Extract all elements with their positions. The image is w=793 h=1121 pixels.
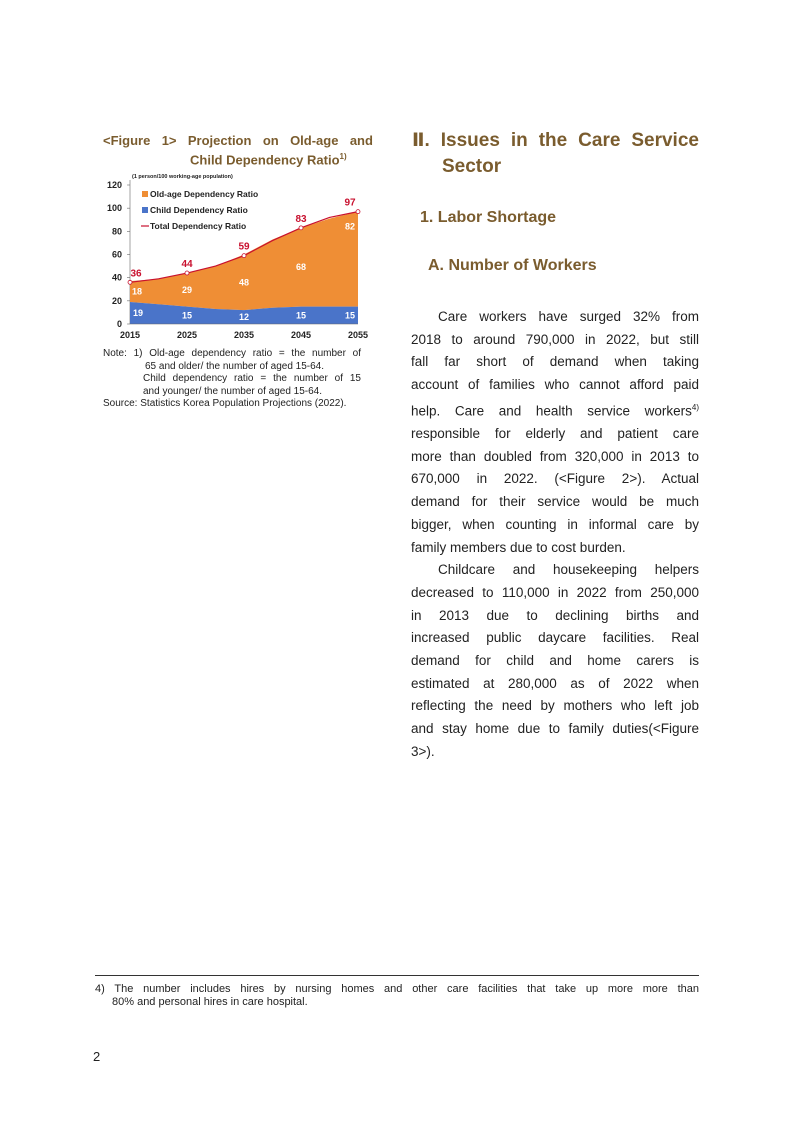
child-data-label: 15: [344, 310, 356, 321]
y-tick-label: 120: [106, 180, 122, 190]
legend-label: Total Dependency Ratio: [150, 221, 247, 231]
total-point: [128, 280, 132, 284]
total-point: [185, 271, 189, 275]
section-word: the: [538, 130, 568, 151]
section-numeral: Ⅱ.: [412, 130, 430, 151]
caption-word: on: [262, 133, 279, 148]
caption-word: and: [349, 133, 373, 148]
paragraph-1: [411, 306, 699, 559]
y-tick-label: 40: [111, 272, 122, 283]
old-age-data-label: 82: [344, 221, 356, 232]
text-line: Care workers have surged 32% from: [438, 309, 699, 324]
text-line: and stay home due to family duties(<Figure: [411, 721, 699, 737]
text-line: 2018 to around 790,000 in 2022, but still: [411, 331, 699, 347]
text-line: family members due to cost burden.: [411, 539, 626, 555]
text-line: [411, 397, 699, 423]
text-line: demand for their service would be much: [411, 494, 699, 510]
footnote-line: 4) The number includes hires by nursing homes and other care facilities that take up more more than: [95, 983, 699, 995]
legend-label: Old-age Dependency Ratio: [150, 189, 259, 199]
footnote-mark: 4): [691, 402, 699, 412]
total-data-label: 97: [344, 197, 356, 209]
total-data-label: 83: [295, 213, 307, 225]
text-line: Childcare and housekeeping helpers: [438, 562, 699, 578]
y-tick-label: 0: [116, 319, 122, 329]
section-word: Sector: [442, 156, 502, 177]
x-tick-label: 2055: [347, 330, 369, 340]
page-number: 2: [93, 1049, 101, 1064]
text-line: responsible for elderly and patient care: [411, 426, 699, 442]
child-data-label: 15: [181, 310, 193, 321]
child-data-label: 12: [238, 312, 250, 323]
note-line: Note: 1) Old-age dependency ratio = the number of: [103, 348, 361, 359]
text-line: reflecting the need by mothers who left job: [411, 698, 699, 714]
figure-notes: [103, 348, 361, 411]
footnote: [95, 983, 699, 1009]
section-word: Care: [578, 130, 621, 151]
footnote-line: 80% and personal hires in care hospital.: [112, 996, 308, 1008]
child-data-label: 15: [295, 310, 307, 321]
x-tick-label: 2025: [176, 330, 198, 340]
text-line: estimated at 280,000 as of 2022 when: [411, 675, 699, 691]
caption-footnote-mark: 1): [339, 152, 347, 161]
text-line: in 2013 due to declining births and: [411, 607, 699, 623]
note-line: 65 and older/ the number of aged 15-64.: [145, 360, 325, 372]
total-data-label: 36: [130, 268, 142, 280]
subsection-heading: 1. Labor Shortage: [420, 209, 557, 226]
subsubsection-heading: A. Number of Workers: [428, 257, 597, 274]
x-tick-label: 2045: [290, 330, 312, 340]
chart-unit-label: (1 person/100 working-age population): [132, 174, 233, 180]
legend-swatch: [142, 191, 148, 197]
old-age-data-label: 29: [181, 284, 193, 295]
caption-word: <Figure: [103, 133, 151, 148]
y-tick-label: 80: [111, 226, 122, 237]
legend-label: Child Dependency Ratio: [150, 205, 248, 215]
paragraph-2: [411, 559, 699, 763]
legend-swatch: [142, 207, 148, 213]
figure-caption: [103, 133, 373, 168]
section-word: Issues: [440, 130, 500, 151]
caption-word: Projection: [187, 133, 252, 148]
footnote-divider: [95, 975, 699, 976]
total-point: [242, 254, 246, 258]
text-line: decreased to 110,000 in 2022 from 250,000: [411, 584, 699, 600]
section-title: [412, 128, 699, 180]
total-point: [356, 210, 360, 214]
caption-title: Child Dependency Ratio: [190, 152, 340, 168]
old-age-data-label: 68: [295, 262, 307, 273]
body-text: [411, 306, 699, 764]
section-word: Service: [631, 130, 699, 151]
child-data-label: 19: [132, 307, 144, 318]
text-line: 3>).: [411, 743, 435, 759]
caption-word: Old-age: [290, 133, 339, 148]
caption-word: 1>: [161, 133, 177, 148]
text-line: account of families who cannot afford paid: [411, 377, 699, 393]
text-line: demand for child and home carers is: [411, 653, 699, 669]
dependency-ratio-chart: [98, 168, 378, 348]
text-line: bigger, when counting in informal care by: [411, 516, 699, 532]
text-line: 670,000 in 2022. (<Figure 2>). Actual: [411, 471, 699, 487]
total-data-label: 44: [181, 259, 193, 271]
note-line: and younger/ the number of aged 15-64.: [143, 385, 323, 397]
text-line: fall far short of demand when taking: [411, 354, 699, 370]
text-line: increased public daycare facilities. Real: [411, 630, 699, 646]
total-point: [299, 226, 303, 230]
old-age-data-label: 18: [131, 286, 143, 297]
text-line: more than doubled from 320,000 in 2013 to: [411, 448, 699, 464]
x-tick-label: 2035: [233, 330, 255, 340]
note-line: Child dependency ratio = the number of 15: [143, 373, 361, 385]
old-age-data-label: 48: [238, 277, 250, 288]
y-tick-label: 20: [111, 295, 122, 306]
text-fragment: help. Care and health service workers: [411, 403, 692, 419]
y-tick-label: 60: [111, 249, 122, 260]
source-line: Source: Statistics Korea Population Projections (2022).: [103, 398, 347, 410]
y-tick-label: 100: [106, 203, 122, 214]
total-data-label: 59: [238, 241, 250, 253]
x-tick-label: 2015: [119, 330, 141, 340]
section-word: in: [510, 130, 528, 151]
